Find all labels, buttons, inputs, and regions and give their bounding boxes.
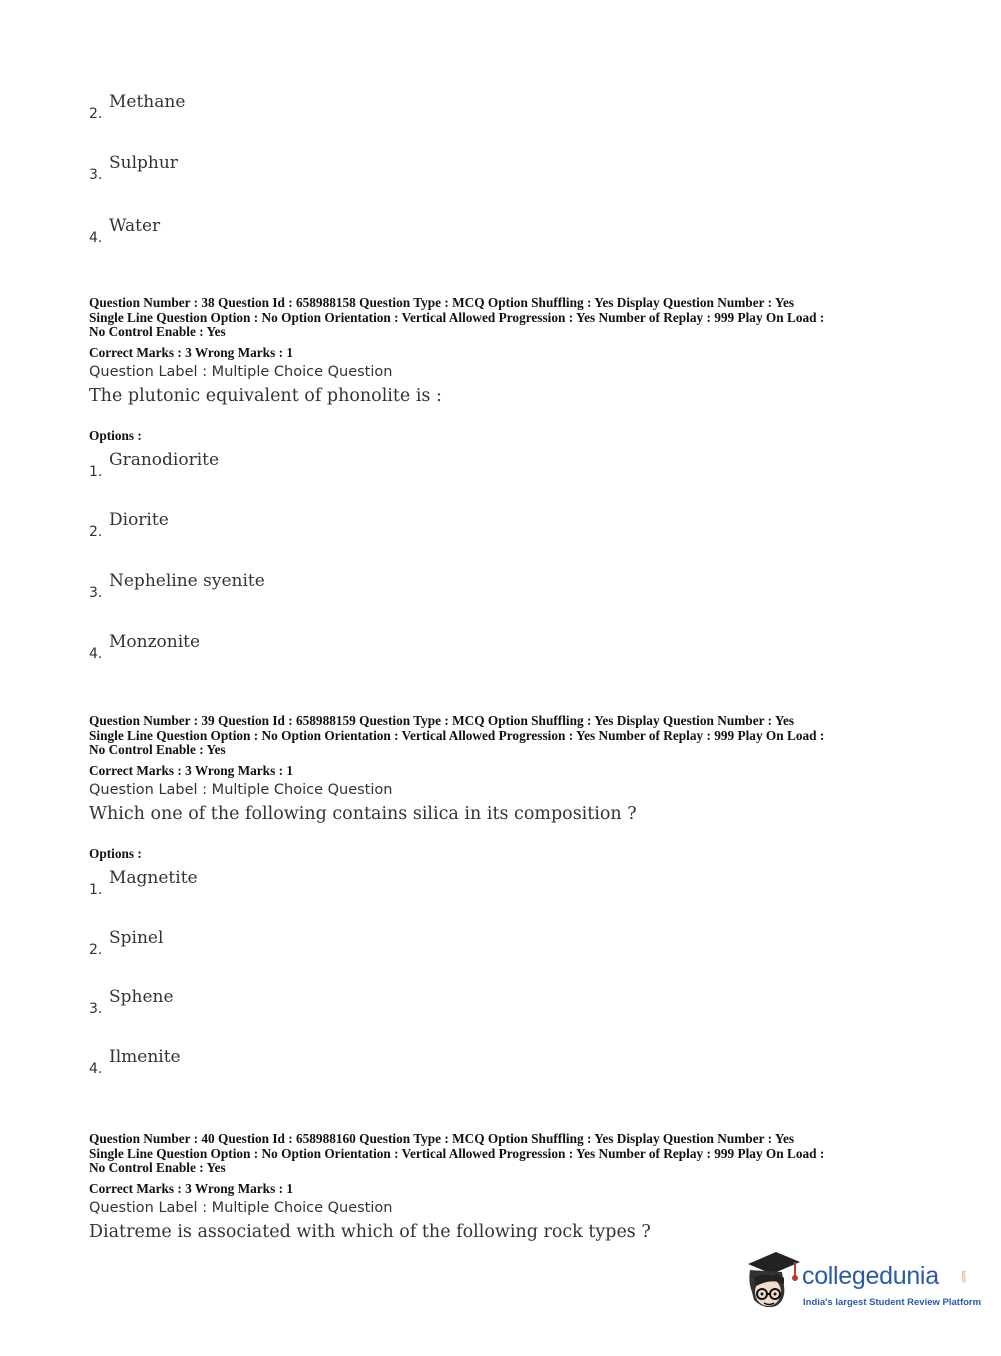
question-label: Question Label : Multiple Choice Question: [89, 1199, 393, 1216]
option-number: 3.: [89, 1001, 103, 1017]
question-meta: [89, 714, 919, 758]
option-text: Granodiorite: [109, 450, 220, 470]
option-number: 3.: [89, 167, 103, 183]
meta-line: Question Number : 40 Question Id : 658988160 Question Type : MCQ Option Shuffling : Yes Display Question Number : Yes: [89, 1131, 795, 1146]
meta-line: No Control Enable : Yes: [89, 324, 226, 339]
mascot-icon: [742, 1248, 802, 1318]
option-text: Diorite: [109, 510, 169, 530]
option-text: Methane: [109, 92, 186, 112]
option-text: Magnetite: [109, 868, 198, 888]
option-number: 4.: [89, 646, 103, 662]
question-block: [89, 714, 919, 824]
collegedunia-logo: [742, 1248, 982, 1320]
question-label: Question Label : Multiple Choice Question: [89, 781, 393, 798]
option-text: Sulphur: [109, 153, 178, 173]
logo-com: .com: [961, 1270, 968, 1284]
option-text: Water: [109, 216, 161, 236]
logo-tagline: India's largest Student Review Platform: [803, 1297, 982, 1308]
question-block: [89, 1132, 919, 1242]
meta-line: Question Number : 39 Question Id : 658988159 Question Type : MCQ Option Shuffling : Yes Display Question Number : Yes: [89, 713, 795, 728]
options-heading: Options :: [89, 846, 142, 861]
option-number: 2.: [89, 524, 103, 540]
option-number: 1.: [89, 464, 103, 480]
options-heading: Options :: [89, 428, 142, 443]
option-number: 2.: [89, 106, 103, 122]
question-meta: [89, 296, 919, 340]
question-label: Question Label : Multiple Choice Question: [89, 363, 393, 380]
option-text: Sphene: [109, 987, 174, 1007]
option-number: 4.: [89, 1061, 103, 1077]
option-number: 4.: [89, 230, 103, 246]
question-meta: [89, 1132, 919, 1176]
option-text: Nepheline syenite: [109, 571, 265, 591]
question-text: Which one of the following contains silica in its composition ?: [89, 803, 637, 824]
question-marks: Correct Marks : 3 Wrong Marks : 1: [89, 762, 293, 778]
question-marks: Correct Marks : 3 Wrong Marks : 1: [89, 1180, 293, 1196]
option-text: Spinel: [109, 928, 164, 948]
meta-line: No Control Enable : Yes: [89, 742, 226, 757]
logo-brand: collegedunia: [802, 1262, 939, 1290]
option-text: Monzonite: [109, 632, 201, 652]
option-text: Ilmenite: [109, 1047, 181, 1067]
option-number: 2.: [89, 942, 103, 958]
meta-line: Single Line Question Option : No Option Orientation : Vertical Allowed Progression : Yes Number of Replay : 999 Play On Load :: [89, 727, 825, 743]
meta-line: No Control Enable : Yes: [89, 1160, 226, 1175]
meta-line: Single Line Question Option : No Option Orientation : Vertical Allowed Progression : Yes Number of Replay : 999 Play On Load :: [89, 1145, 825, 1161]
option-number: 3.: [89, 585, 103, 601]
meta-line: Question Number : 38 Question Id : 658988158 Question Type : MCQ Option Shuffling : Yes Display Question Number : Yes: [89, 295, 795, 310]
option-number: 1.: [89, 882, 103, 898]
question-marks: Correct Marks : 3 Wrong Marks : 1: [89, 344, 293, 360]
question-text: Diatreme is associated with which of the following rock types ?: [89, 1221, 651, 1242]
question-text: The plutonic equivalent of phonolite is :: [89, 385, 442, 406]
meta-line: Single Line Question Option : No Option Orientation : Vertical Allowed Progression : Yes Number of Replay : 999 Play On Load :: [89, 309, 825, 325]
question-block: [89, 296, 919, 406]
